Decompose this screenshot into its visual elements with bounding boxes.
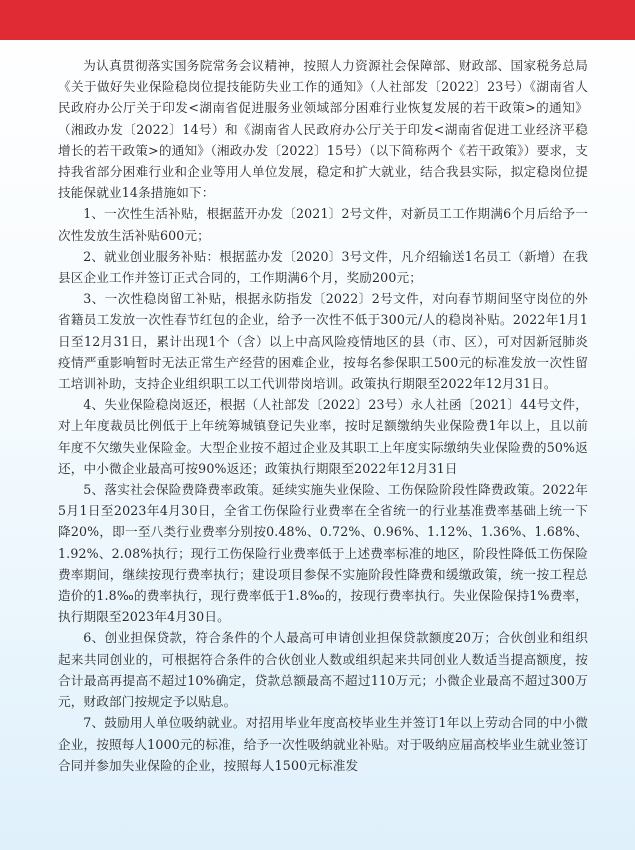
measure-4-paragraph: 4、失业保险稳岗返还，根据（人社部发〔2022〕23号）永人社函〔2021〕44号文件，对上年度裁员比例低于上年统筹城镇登记失业率，按时足额缴纳失业保险费1年以上，且以前年度不欠缴失业保险金。大型企业按不超过企业及其职工上年度实际缴纳失业保险费的50%返还，中小微企业最高可按90%返还；政策执行期限至2022年12月31日 [58, 397, 588, 476]
measure-7-paragraph: 7、鼓励用人单位吸纳就业。对招用毕业年度高校毕业生并签订1年以上劳动合同的中小微企业，按照每人1000元的标准，给予一次性吸纳就业补贴。对于吸纳应届高校毕业生就业签订合同并参加失业保险的企业，按照每人1500元标准发 [58, 715, 588, 773]
measure-6-paragraph: 6、创业担保贷款，符合条件的个人最高可申请创业担保贷款额度20万；合伙创业和组织起来共同创业的，可根据符合条件的合伙创业人数或组织起来共同创业人数适当提高额度，按合计最高再提高不超过10%确定，贷款总额最高不超过110万元；小微企业最高不超过300万元，财政部门按规定予以贴息。 [58, 630, 588, 710]
measure-5-paragraph: 5、落实社会保险费降费率政策。延续实施失业保险、工伤保险阶段性降费政策。2022年5月1日至2023年4月30日，全省工伤保险行业费率在全省统一的行业基准费率基础上统一下降20%，即一至八类行业费率分别按0.48%、0.72%、0.96%、1.12%、1.36%、1.68%、1.92%、2.08%执行；现行工伤保险行业费率低于上述费率标准的地区，阶段性降低工伤保险费率期间，继续按现行费率执行；建设项目参保不实施阶段性降费和缓缴政策，统一按工程总造价的1.8‰的费率执行，现行费率低于1.8‰的，按现行费率执行。失业保险保持1%费率，执行期限至2023年4月30日。 [58, 482, 588, 625]
intro-paragraph: 为认真贯彻落实国务院常务会议精神，按照人力资源社会保障部、财政部、国家税务总局《关于做好失业保险稳岗位提技能防失业工作的通知》（人社部发〔2022〕23号）《湖南省人民政府办公厅关于印发<湖南省促进服务业领域部分困难行业恢复发展的若干政策>的通知》（湘政办发〔2022〕14号）和《湖南省人民政府办公厅关于印发<湖南省促进工业经济平稳增长的若干政策>的通知》（湘政办发〔2022〕15号）（以下简称两个《若干政策》）要求，支持我省部分困难行业和企业等用人单位发展，稳定和扩大就业，结合我县实际，拟定稳岗位提技能保就业14条措施如下： [58, 58, 588, 201]
red-header-band [0, 0, 635, 40]
measure-1-paragraph: 1、一次性生活补贴，根据蓝开办发〔2021〕2号文件，对新员工工作期满6个月后给予一次性发放生活补贴600元； [58, 206, 588, 243]
document-body [58, 55, 588, 776]
measure-3-paragraph: 3、一次性稳岗留工补贴，根据永防指发〔2022〕2号文件，对向春节期间坚守岗位的外省籍员工发放一次性春节红包的企业，给予一次性不低于300元/人的稳岗补贴。2022年1月1日至12月31日，累计出现1个（含）以上中高风险疫情地区的县（市、区），可对因新冠肺炎疫情严重影响暂时无法正常生产经营的困难企业，按每名参保职工500元的标准发放一次性留工培训补助，支持企业组织职工以工代训带岗培训。政策执行期限至2022年12月31日。 [58, 291, 588, 392]
measure-2-paragraph: 2、就业创业服务补贴：根据蓝办发〔2020〕3号文件，凡介绍输送1名员工（新增）在我县区企业工作并签订正式合同的，工作期满6个月，奖励200元； [58, 248, 588, 286]
